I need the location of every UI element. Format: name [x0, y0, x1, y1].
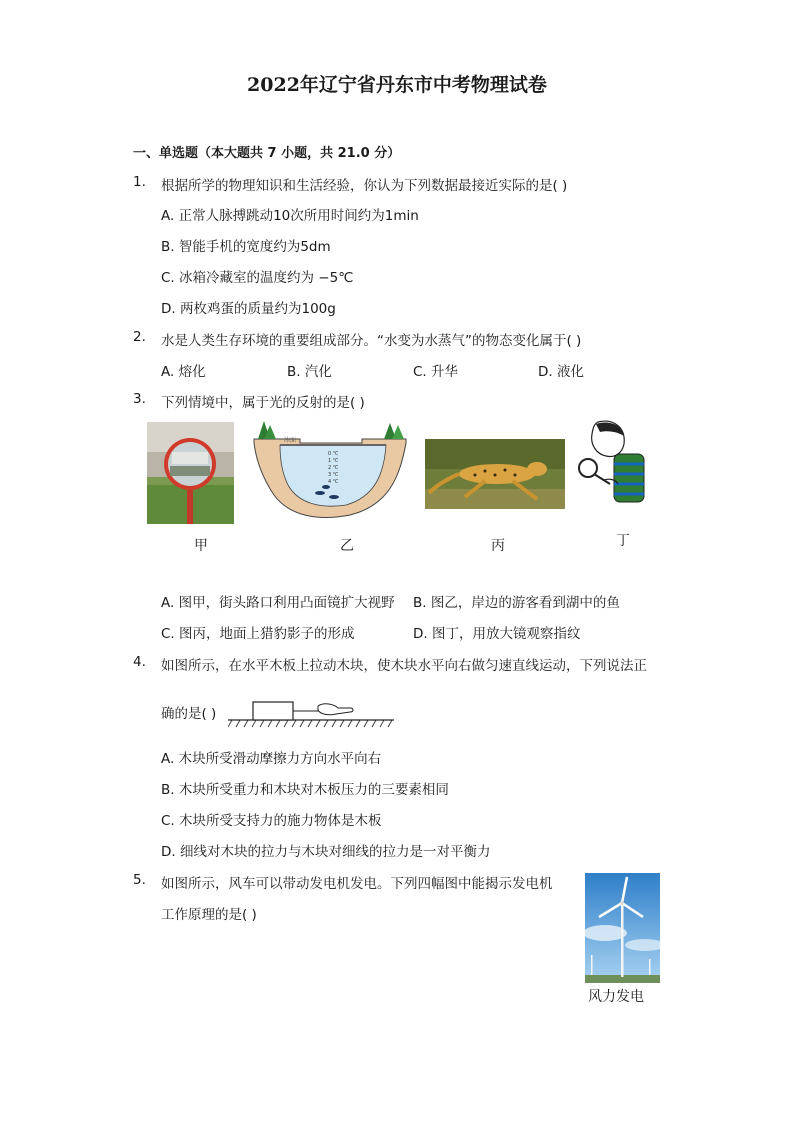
q4-number: 4.: [133, 654, 146, 670]
page-title: 2022年辽宁省丹东市中考物理试卷: [247, 74, 547, 96]
lake-diagram: [250, 415, 410, 523]
q1-option-b: B. 智能手机的宽度约为5dm: [161, 239, 331, 255]
caption-jia: 甲: [194, 538, 208, 554]
q5-number: 5.: [133, 872, 146, 888]
wind-turbine-photo: [585, 873, 660, 983]
q2-option-d: D. 液化: [538, 364, 584, 380]
q2-option-c: C. 升华: [413, 364, 459, 380]
temp-label-2: 2 ℃: [328, 465, 339, 471]
q1-stem: 根据所学的物理知识和生活经验，你认为下列数据最接近实际的是( ): [161, 178, 568, 194]
temp-label-0: 0 ℃: [328, 451, 339, 457]
q4-option-d: D. 细线对木块的拉力与木块对细线的拉力是一对平衡力: [161, 844, 491, 860]
q1-option-c: C. 冰箱冷藏室的温度约为 −5℃: [161, 270, 354, 286]
magnifier-boy-drawing: [574, 418, 650, 508]
caption-ding: 丁: [616, 533, 630, 549]
ice-label: 冰面: [284, 437, 297, 444]
q3-option-d: D. 图丁，用放大镜观察指纹: [413, 626, 581, 642]
q1-number: 1.: [133, 174, 146, 190]
q1-option-d: D. 两枚鸡蛋的质量约为100g: [161, 301, 336, 317]
q4-option-c: C. 木块所受支持力的施力物体是木板: [161, 813, 382, 829]
caption-yi: 乙: [340, 538, 354, 554]
temp-label-1: 1 ℃: [328, 458, 339, 464]
q2-stem: 水是人类生存环境的重要组成部分。“水变为水蒸气”的物态变化属于( ): [161, 333, 582, 349]
q5-stem-line1: 如图所示，风车可以带动发电机发电。下列四幅图中能揭示发电机: [161, 876, 553, 892]
q3-option-a: A. 图甲，街头路口利用凸面镜扩大视野: [161, 595, 395, 611]
temp-label-3: 3 ℃: [328, 472, 339, 478]
q3-stem: 下列情境中，属于光的反射的是( ): [161, 395, 365, 411]
temp-label-4: 4 ℃: [328, 479, 339, 485]
q4-option-b: B. 木块所受重力和木块对木板压力的三要素相同: [161, 782, 449, 798]
q2-option-a: A. 熔化: [161, 364, 206, 380]
wind-power-caption: 风力发电: [588, 989, 644, 1005]
caption-bing: 丙: [491, 538, 505, 554]
q2-option-b: B. 汽化: [287, 364, 332, 380]
q3-option-b: B. 图乙，岸边的游客看到湖中的鱼: [413, 595, 620, 611]
q2-number: 2.: [133, 329, 146, 345]
section-heading: 一、单选题（本大题共 7 小题，共 21.0 分）: [133, 146, 401, 161]
q5-stem-line2: 工作原理的是( ): [161, 907, 257, 923]
q4-stem-line2: 确的是( ): [161, 706, 217, 722]
q1-option-a: A. 正常人脉搏跳动10次所用时间约为1min: [161, 208, 419, 224]
q4-stem-line1: 如图所示，在水平木板上拉动木块，使木块水平向右做匀速直线运动，下列说法正: [161, 658, 647, 674]
q4-option-a: A. 木块所受滑动摩擦力方向水平向右: [161, 751, 382, 767]
cheetah-photo: [425, 439, 565, 509]
q3-option-c: C. 图丙，地面上猎豹影子的形成: [161, 626, 355, 642]
q3-number: 3.: [133, 391, 146, 407]
block-pull-diagram: [228, 696, 396, 732]
convex-mirror-photo: [147, 422, 234, 524]
